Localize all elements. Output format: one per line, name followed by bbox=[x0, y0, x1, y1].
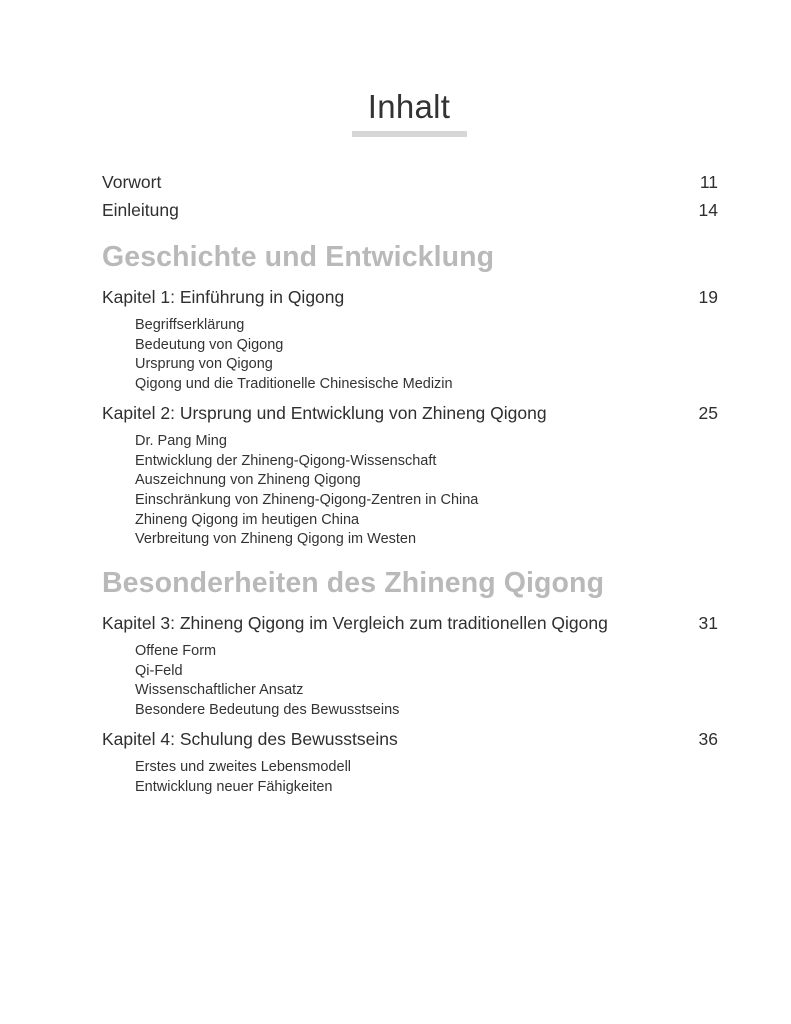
chapter-label: Kapitel 3: Zhineng Qigong im Vergleich zum traditionellen Qigong bbox=[102, 613, 608, 634]
toc-entry-page: 14 bbox=[698, 200, 718, 220]
toc-entry-label: Vorwort bbox=[102, 172, 162, 192]
section-item[interactable]: Bedeutung von Qigong bbox=[135, 336, 284, 353]
section-item[interactable]: Begriffserklärung bbox=[135, 317, 245, 333]
chapter-page: 31 bbox=[698, 613, 718, 634]
section-item[interactable]: Erstes und zweites Lebensmodell bbox=[135, 758, 352, 775]
chapter-page: 19 bbox=[698, 287, 718, 307]
section-item[interactable]: Entwicklung neuer Fähigkeiten bbox=[135, 778, 333, 795]
section-item[interactable]: Offene Form bbox=[135, 643, 217, 660]
chapter-label: Kapitel 1: Einführung in Qigong bbox=[102, 287, 345, 307]
chapter-label: Kapitel 4: Schulung des Bewusstseins bbox=[102, 728, 398, 749]
toc-entry-einleitung[interactable] bbox=[102, 196, 718, 224]
toc-entry-label: Einleitung bbox=[102, 200, 179, 220]
chapter-page: 36 bbox=[698, 728, 718, 749]
section-item[interactable]: Wissenschaftlicher Ansatz bbox=[135, 682, 304, 699]
section-item[interactable]: Besondere Bedeutung des Bewusstseins bbox=[135, 702, 400, 719]
chapter-label: Kapitel 2: Ursprung und Entwicklung von Zhineng Qigong bbox=[102, 402, 547, 423]
toc-chapter-1[interactable] bbox=[102, 280, 718, 314]
part-heading-2: Besonderheiten des Zhineng Qigong bbox=[102, 567, 605, 600]
section-item[interactable]: Qigong und die Traditionelle Chinesische Medizin bbox=[135, 376, 453, 393]
section-item[interactable]: Ursprung von Qigong bbox=[135, 356, 273, 373]
chapter-1-sections bbox=[102, 316, 718, 395]
section-item[interactable]: Entwicklung der Zhineng-Qigong-Wissenschaft bbox=[135, 452, 437, 469]
page-title: Inhalt bbox=[367, 88, 451, 125]
part-heading-1: Geschichte und Entwicklung bbox=[102, 241, 495, 273]
chapter-3-sections bbox=[102, 642, 718, 721]
table-of-contents bbox=[102, 168, 718, 797]
toc-chapter-3[interactable] bbox=[102, 606, 718, 640]
toc-chapter-4[interactable] bbox=[102, 722, 718, 756]
toc-entry-vorwort[interactable] bbox=[102, 168, 718, 196]
section-item[interactable]: Verbreitung von Zhineng Qigong im Westen bbox=[135, 531, 417, 548]
chapter-page: 25 bbox=[698, 402, 718, 423]
toc-chapter-2[interactable] bbox=[102, 396, 718, 430]
section-item[interactable]: Zhineng Qigong im heutigen China bbox=[135, 511, 360, 528]
toc-entry-page: 11 bbox=[699, 172, 718, 192]
section-item[interactable]: Qi-Feld bbox=[135, 662, 183, 679]
chapter-4-sections bbox=[102, 758, 718, 797]
chapter-2-sections bbox=[102, 432, 718, 550]
title-underline bbox=[352, 131, 467, 137]
section-item[interactable]: Einschränkung von Zhineng-Qigong-Zentren in China bbox=[135, 491, 479, 508]
section-item[interactable]: Dr. Pang Ming bbox=[135, 432, 227, 449]
section-item[interactable]: Auszeichnung von Zhineng Qigong bbox=[135, 472, 361, 489]
